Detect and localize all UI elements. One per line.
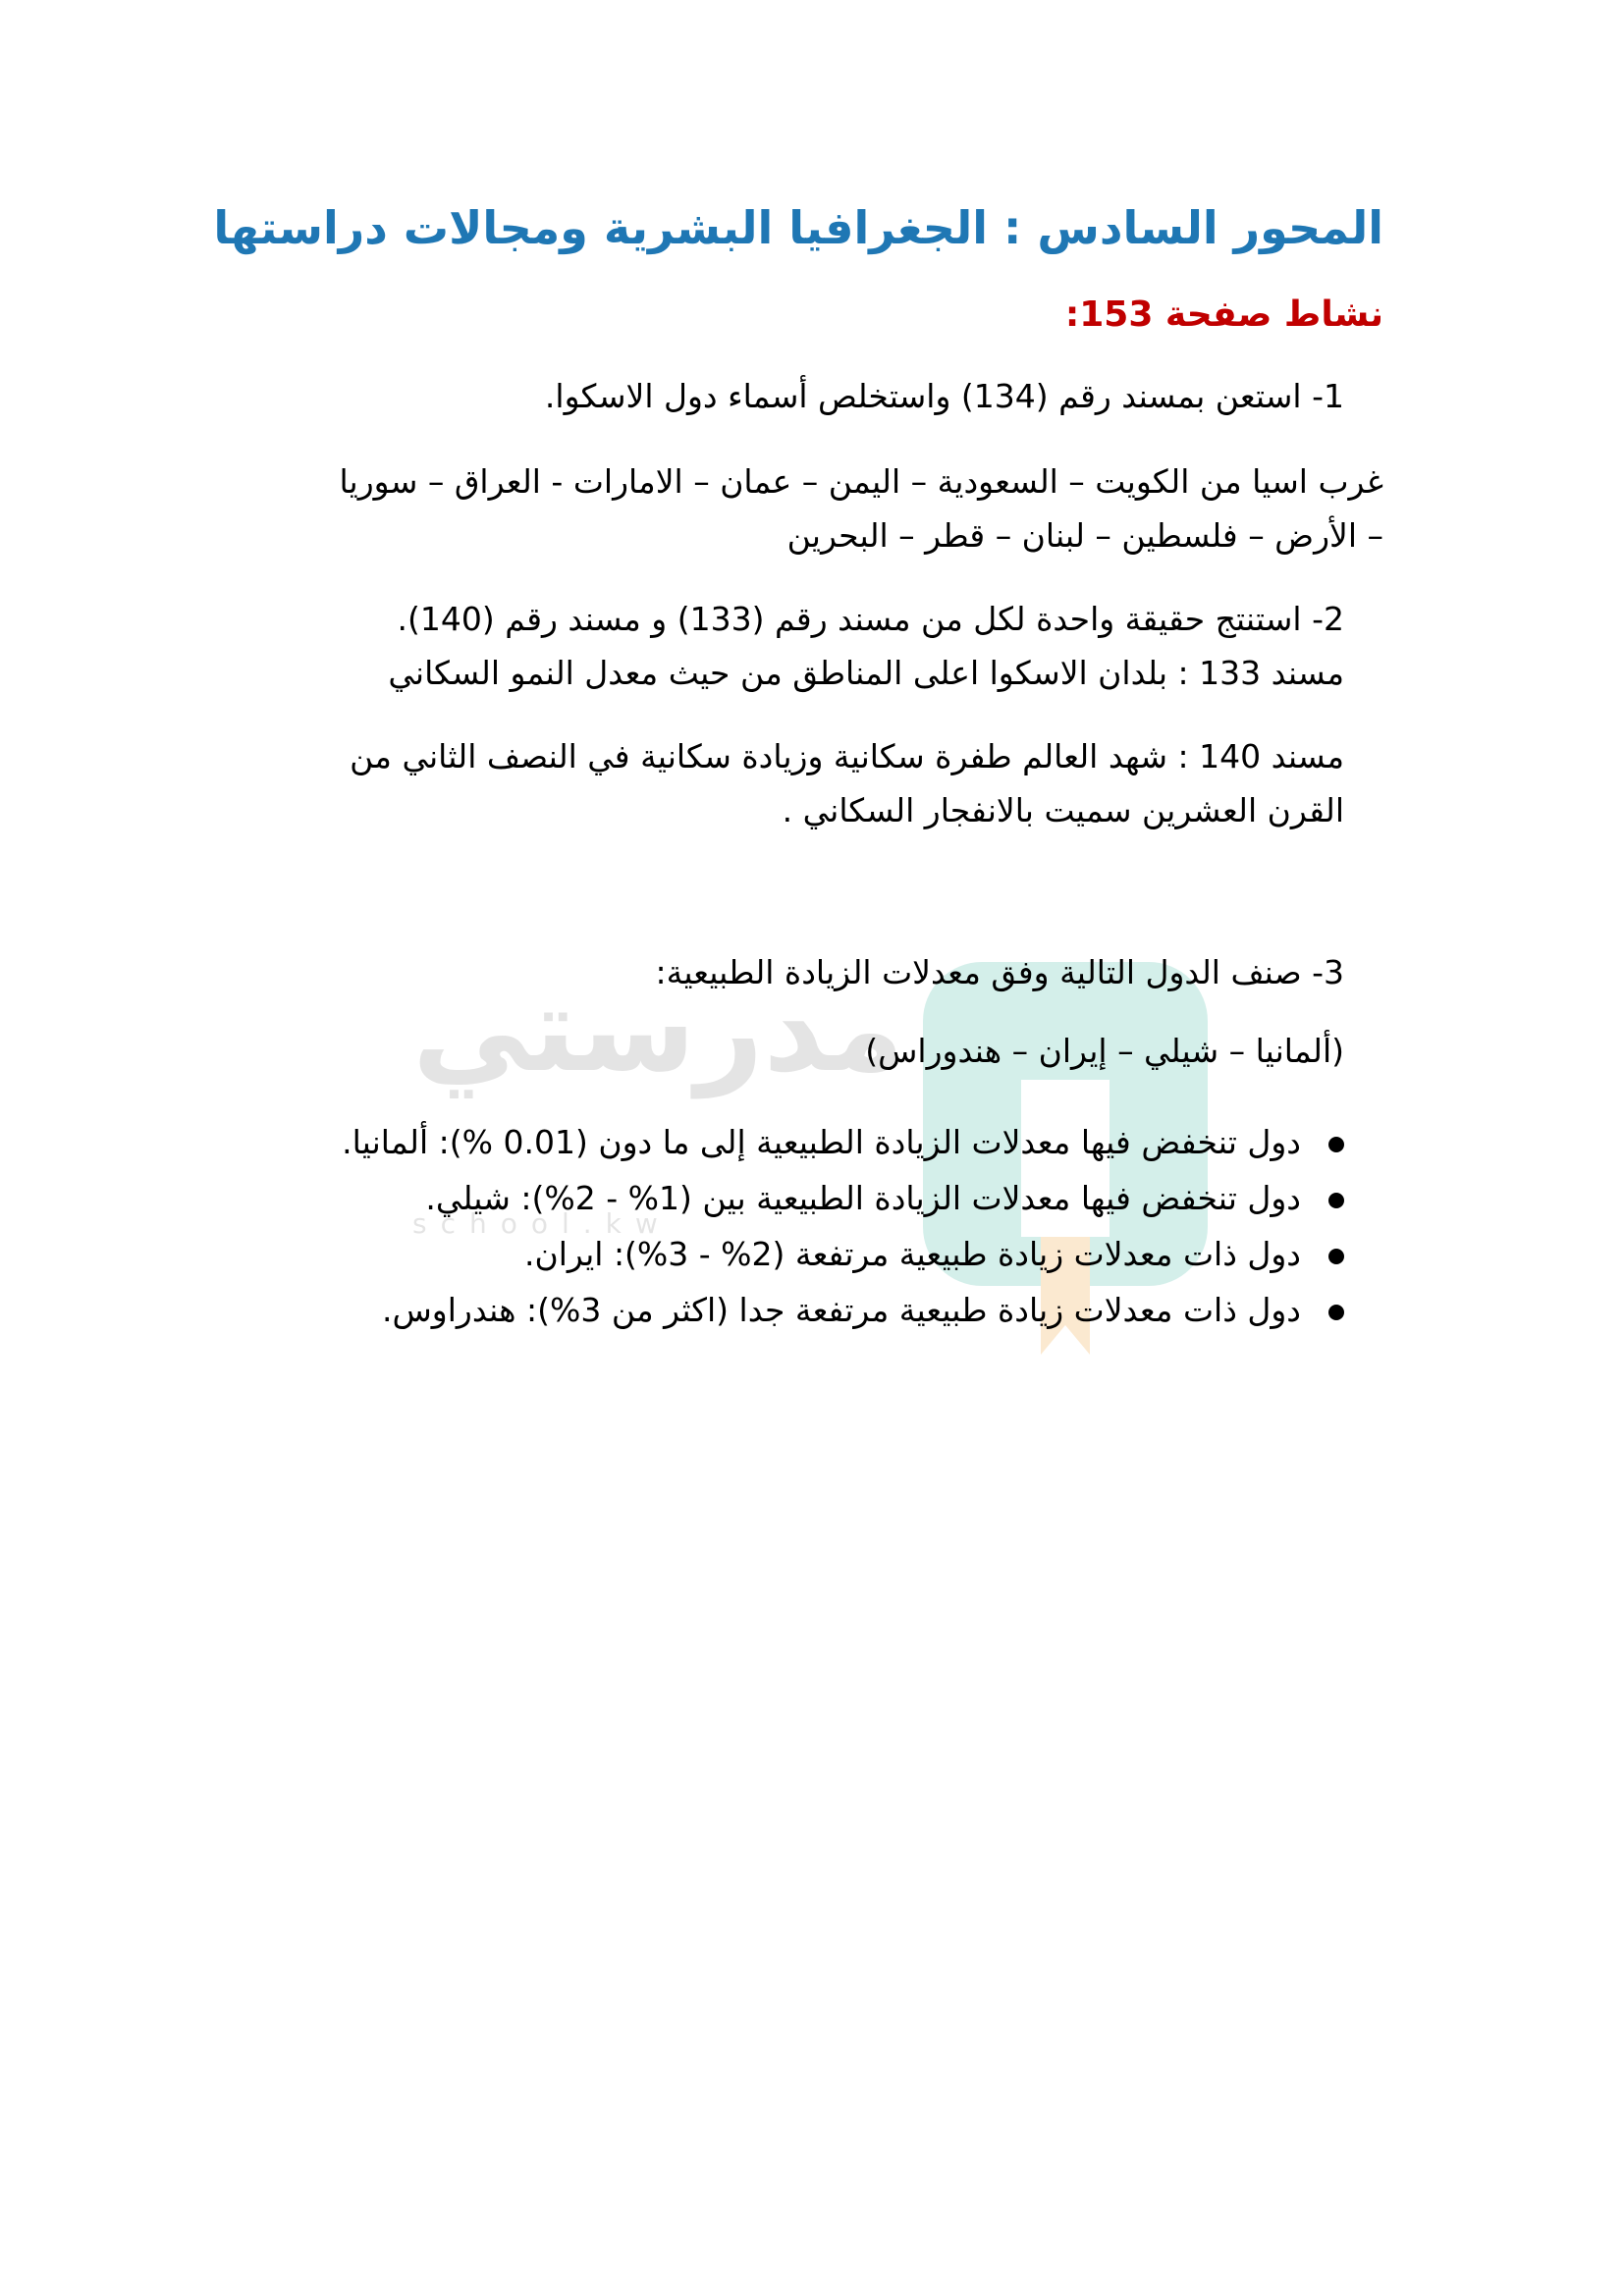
list-item: دول ذات معدلات زيادة طبيعية مرتفعة (2% - 3%): ايران. <box>342 1226 1344 1282</box>
bullet-icon <box>1328 1249 1344 1264</box>
classification-list <box>342 1114 1344 1338</box>
answer-2-support-140-line-1: مسند 140 : شهد العالم طفرة سكانية وزيادة سكانية في النصف الثاني من <box>350 737 1344 775</box>
bullet-icon <box>1328 1193 1344 1208</box>
countries-list: (ألمانيا – شيلي – إيران – هندوراس) <box>865 1032 1344 1070</box>
bullet-icon <box>1328 1137 1344 1152</box>
question-3: 3- صنف الدول التالية وفق معدلات الزيادة الطبيعية: <box>655 953 1344 991</box>
watermark-text: مدرستي <box>412 962 905 1098</box>
question-1: 1- استعن بمسند رقم (134) واستخلص أسماء دول الاسكوا. <box>544 377 1344 415</box>
question-2: 2- استنتج حقيقة واحدة لكل من مسند رقم (133) و مسند رقم (140). <box>397 600 1344 638</box>
activity-label: نشاط صفحة 153: <box>1064 294 1383 335</box>
answer-2-support-140-line-2: القرن العشرين سميت بالانفجار السكاني . <box>782 791 1344 829</box>
answer-1-line-1: غرب اسيا من الكويت – السعودية – اليمن – عمان – الامارات - العراق – سوريا <box>339 462 1383 501</box>
answer-2-support-133: مسند 133 : بلدان الاسكوا اعلى المناطق من حيث معدل النمو السكاني <box>388 654 1344 692</box>
list-item: دول ذات معدلات زيادة طبيعية مرتفعة جدا (اكثر من 3%): هندراوس. <box>342 1282 1344 1338</box>
list-item: دول تنخفض فيها معدلات الزيادة الطبيعية إلى ما دون (0.01 %): ألمانيا. <box>342 1114 1344 1170</box>
answer-1-line-2: – الأرض – فلسطين – لبنان – قطر – البحرين <box>786 516 1383 555</box>
list-item: دول تنخفض فيها معدلات الزيادة الطبيعية بين (1% - 2%): شيلي. <box>342 1170 1344 1226</box>
page-title: المحور السادس : الجغرافيا البشرية ومجالات دراستها <box>213 201 1383 254</box>
watermark-subtext: school.kw <box>412 1207 672 1240</box>
bullet-icon <box>1328 1305 1344 1320</box>
